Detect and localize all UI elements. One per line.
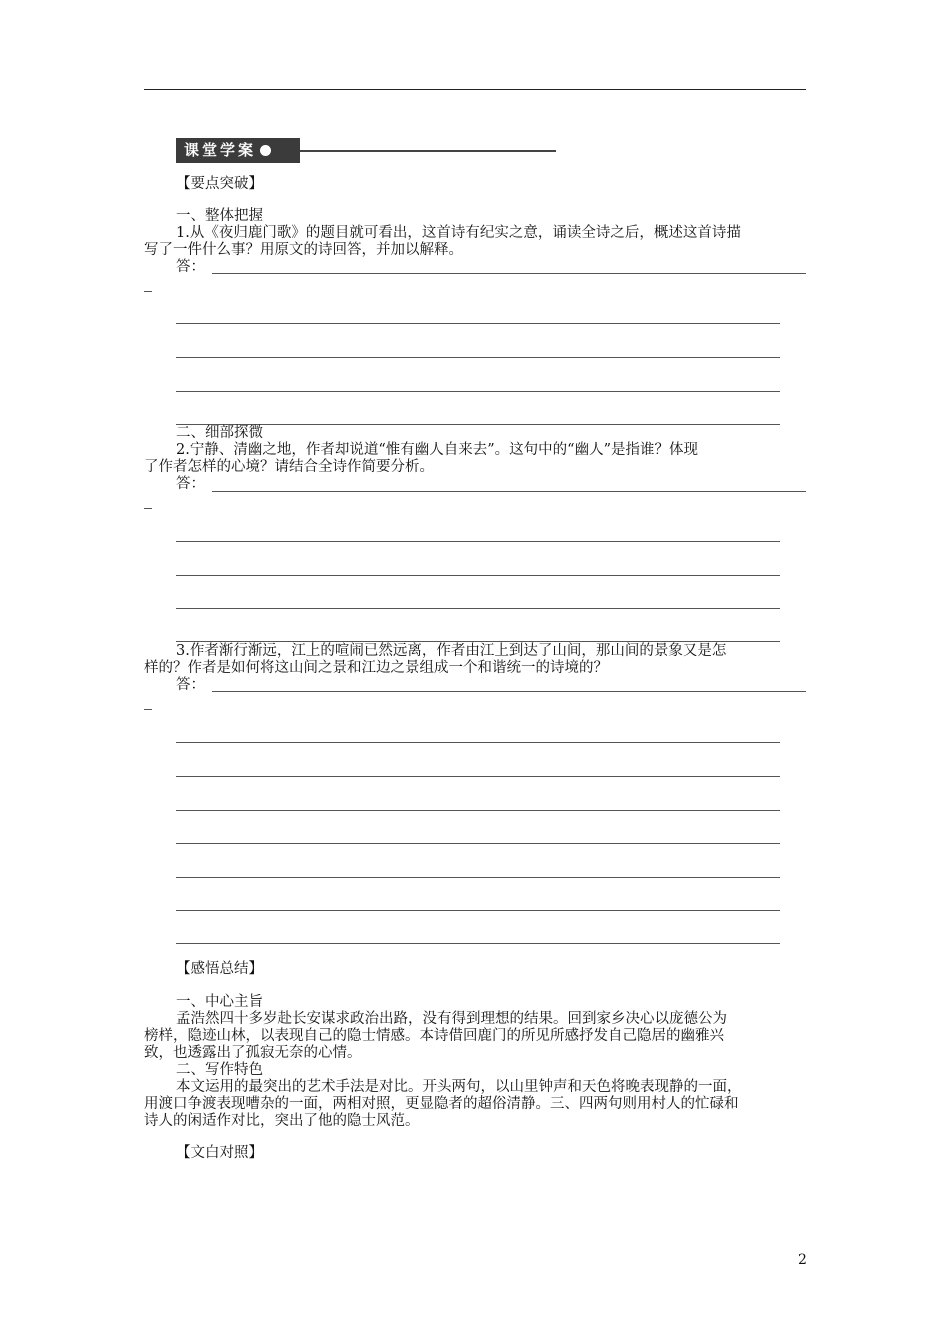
answer-line[interactable] — [176, 943, 780, 944]
answer-line[interactable] — [144, 709, 152, 710]
answer-label-3: 答： — [176, 677, 205, 693]
answer-line[interactable] — [176, 357, 780, 358]
answer-line[interactable] — [176, 424, 780, 425]
theme-text-line-2: 榜样，隐迹山林，以表现自己的隐士情感。本诗借回鹿门的所见所感抒发自己隐居的幽雅兴 — [144, 1028, 724, 1044]
question-2-line-1: 2.宁静、清幽之地，作者却说道“惟有幽人自来去”。这句中的“幽人”是指谁？体现 — [176, 442, 698, 458]
section-tag-label: 课堂学案 — [184, 141, 257, 159]
key-points-heading: 【要点突破】 — [176, 176, 263, 192]
question-3-line-1: 3.作者渐行渐远，江上的喧闹已然远离，作者由江上到达了山间，那山间的景象又是怎 — [176, 643, 727, 659]
summary-heading: 【感悟总结】 — [176, 961, 263, 977]
answer-line[interactable] — [212, 491, 806, 492]
feature-text-line-1: 本文运用的最突出的艺术手法是对比。开头两句，以山里钟声和天色将晚表现静的一面， — [176, 1079, 742, 1095]
bullet-dot-icon — [260, 145, 271, 156]
section-tag — [176, 138, 300, 163]
theme-text-line-3: 致，也透露出了孤寂无奈的心情。 — [144, 1045, 362, 1061]
part2-title: 二、细部探微 — [176, 425, 263, 441]
answer-line[interactable] — [176, 843, 780, 844]
answer-line[interactable] — [176, 541, 780, 542]
answer-line[interactable] — [176, 877, 780, 878]
section-tag-rule — [300, 150, 556, 152]
answer-line[interactable] — [176, 742, 780, 743]
feature-text-line-3: 诗人的闲适作对比，突出了他的隐士风范。 — [144, 1113, 420, 1129]
answer-line[interactable] — [176, 391, 780, 392]
answer-line[interactable] — [176, 810, 780, 811]
part1-title: 一、整体把握 — [176, 208, 263, 224]
question-2-line-2: 了作者怎样的心境？请结合全诗作简要分析。 — [144, 459, 434, 475]
answer-line[interactable] — [212, 691, 806, 692]
theme-text-line-1: 孟浩然四十多岁赴长安谋求政治出路，没有得到理想的结果。回到家乡决心以庞德公为 — [176, 1011, 727, 1027]
answer-label-1: 答： — [176, 259, 205, 275]
answer-line[interactable] — [144, 508, 152, 509]
feature-title: 二、写作特色 — [176, 1062, 263, 1078]
answer-line[interactable] — [176, 575, 780, 576]
question-1-line-1: 1.从《夜归鹿门歌》的题目就可看出，这首诗有纪实之意，诵读全诗之后，概述这首诗描 — [176, 225, 741, 241]
answer-line[interactable] — [176, 323, 780, 324]
page-number: 2 — [798, 1252, 807, 1268]
question-3-line-2: 样的？作者是如何将这山间之景和江边之景组成一个和谐统一的诗境的？ — [144, 660, 608, 676]
question-1-line-2: 写了一件什么事？用原文的诗回答，并加以解释。 — [144, 242, 463, 258]
translation-heading: 【文白对照】 — [176, 1145, 263, 1161]
answer-line[interactable] — [176, 608, 780, 609]
answer-label-2: 答： — [176, 476, 205, 492]
answer-line[interactable] — [144, 291, 152, 292]
feature-text-line-2: 用渡口争渡表现嘈杂的一面，两相对照，更显隐者的超俗清静。三、四两句则用村人的忙碌和 — [144, 1096, 739, 1112]
answer-line[interactable] — [176, 776, 780, 777]
answer-line[interactable] — [176, 910, 780, 911]
header-rule — [144, 89, 806, 90]
answer-line[interactable] — [212, 273, 806, 274]
theme-title: 一、中心主旨 — [176, 994, 263, 1010]
